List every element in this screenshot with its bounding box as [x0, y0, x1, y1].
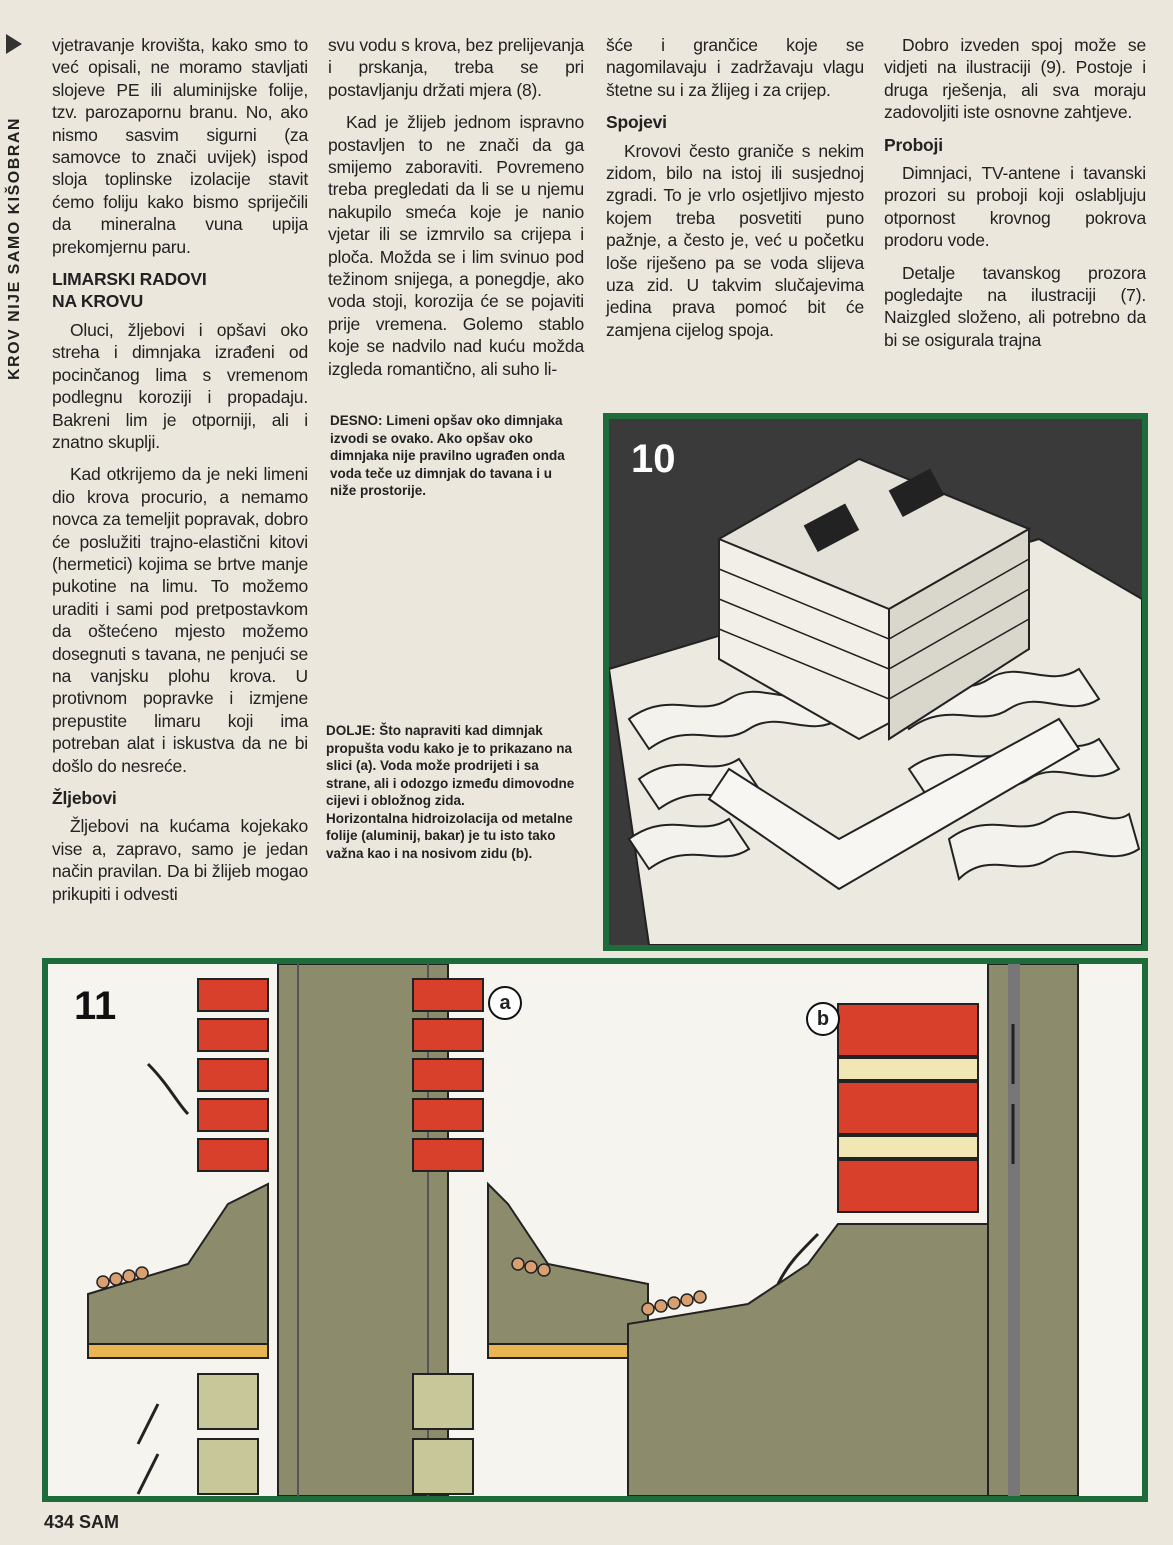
- paragraph: šće i grančice koje se nagomilavaju i zadržavaju vlagu štetne su i za žlijeg i za crijep.: [606, 35, 864, 100]
- figure-11: [42, 958, 1148, 1502]
- paragraph: Žljebovi na kućama kojekako vise a, zapravo, samo je jedan način pravilan. Da bi žlijeb mogao prikupiti i odvesti: [52, 816, 308, 904]
- figure-number: 10: [631, 437, 676, 481]
- detail-label-b: b: [806, 1002, 840, 1036]
- caption-below: DOLJE: Što napraviti kad dimnjak propušta vodu kako je to prikazano na slici (a). Voda može prodrijeti i sa strane, ali i odozgo između dimovodne cijevi i obložnog zida. Horizontalna hidroizolacija od metalne folije (aluminij, bakar) je tu isto tako važna kao i na nosivom zidu (b).: [326, 723, 575, 861]
- chimney-flashing-illustration: [609, 419, 1142, 945]
- caption-right: DESNO: Limeni opšav oko dimnjaka izvodi se ovako. Ako opšav oko dimnjaka nije pravilno ugrađen onda voda teče uz dimnjak do tavana i u niže prostorije.: [330, 413, 565, 498]
- paragraph: vjetravanje krovišta, kako smo to već opisali, ne moramo stavljati slojeve PE ili aluminijske folije, tzv. parozapornu branu. No, ako nismo sasvim sigurni (za samovce to znači uvijek) ispod sloja toplinske izolacije stavit ćemo foliju kako bismo spriječili da mineralna vuna upija prekomjernu paru.: [52, 35, 308, 257]
- paragraph: Kad otkrijemo da je neki limeni dio krova procurio, a nemamo novca za temeljit popravak, dobro će poslužiti trajno-elastični kitovi (hermetici) kojima se brtve manje pukotine na limu. To možemo uraditi i sami pod pretpostavkom da oštećeno mjesto možemo dosegnuti s tavana, ne penjući se na vanjsku plohu krova. U protivnom popravke i izmjene prepustite limaru koji ima potreban alat i iskustva da ne bi došlo do nesreće.: [52, 464, 308, 776]
- detail-label-a: a: [488, 986, 522, 1020]
- figure-number: 11: [74, 984, 117, 1028]
- text-column-2: [328, 34, 584, 390]
- paragraph: svu vodu s krova, bez prelijevanja i prskanja, treba se pri postavljanju držati mjera (8).: [328, 35, 584, 100]
- paragraph: Detalje tavanskog prozora pogledajte na ilustraciji (7). Naizgled složeno, ali potrebno da bi se osigurala trajna: [884, 262, 1146, 350]
- paragraph: Dimnjaci, TV-antene i tavanski prozori su proboji koji oslabljuju otpornost krovnog pokrova prodoru vode.: [884, 163, 1146, 251]
- figure-10: [603, 413, 1148, 951]
- paragraph: Krovovi često graniče s nekim zidom, bilo na istoj ili susjednoj zgradi. To je vrlo osjetljivo mjesto kojem treba posvetiti puno pažnje, a često je, već u početku loše riješeno pa se voda slijeva uza zid. U takvim slučajevima jedina prava pomoć bit će zamjena cijelog spoja.: [606, 140, 864, 340]
- section-side-label: [6, 50, 36, 380]
- paragraph: Dobro izveden spoj može se vidjeti na ilustraciji (9). Postoje i druga rješenja, ali sva moraju zadovoljiti iste osnovne zahtjeve.: [884, 35, 1146, 123]
- triangle-marker-icon: [6, 34, 22, 54]
- section-heading: Spojevi: [606, 112, 667, 133]
- page-folio: 434 SAM: [44, 1512, 120, 1532]
- text-column-1: [52, 34, 308, 915]
- section-heading: Žljebovi: [52, 788, 117, 808]
- section-title: KROV NIJE SAMO KIŠOBRAN: [6, 117, 23, 380]
- text-column-3: [606, 34, 864, 351]
- chimney-waterproofing-diagrams: [48, 964, 1142, 1496]
- section-heading: LIMARSKI RADOVI NA KROVU: [52, 269, 207, 312]
- text-column-4: [884, 34, 1146, 361]
- paragraph: Oluci, žljebovi i opšavi oko streha i dimnjaka izrađeni od pocinčanog lima s vremenom podlegnu koroziji i propadaju. Bakreni lim je otporniji, ali i znatno skuplji.: [52, 319, 308, 452]
- section-heading: Proboji: [884, 134, 943, 155]
- paragraph: Kad je žlijeb jednom ispravno postavljen to ne znači da ga smijemo zaboraviti. Povremeno treba pregledati da li se u njemu nakupilo smeća koje je nanio vjetar ili se izmrvilo sa crijepa i ploča. Možda se i lim svinuo pod težinom snijega, a ponegdje, ako voda stoji, korozija će se pojaviti prije vremena. Golemo stablo koje se nadvilo nad kuću možda izgleda romantično, ali suho li-: [328, 112, 584, 379]
